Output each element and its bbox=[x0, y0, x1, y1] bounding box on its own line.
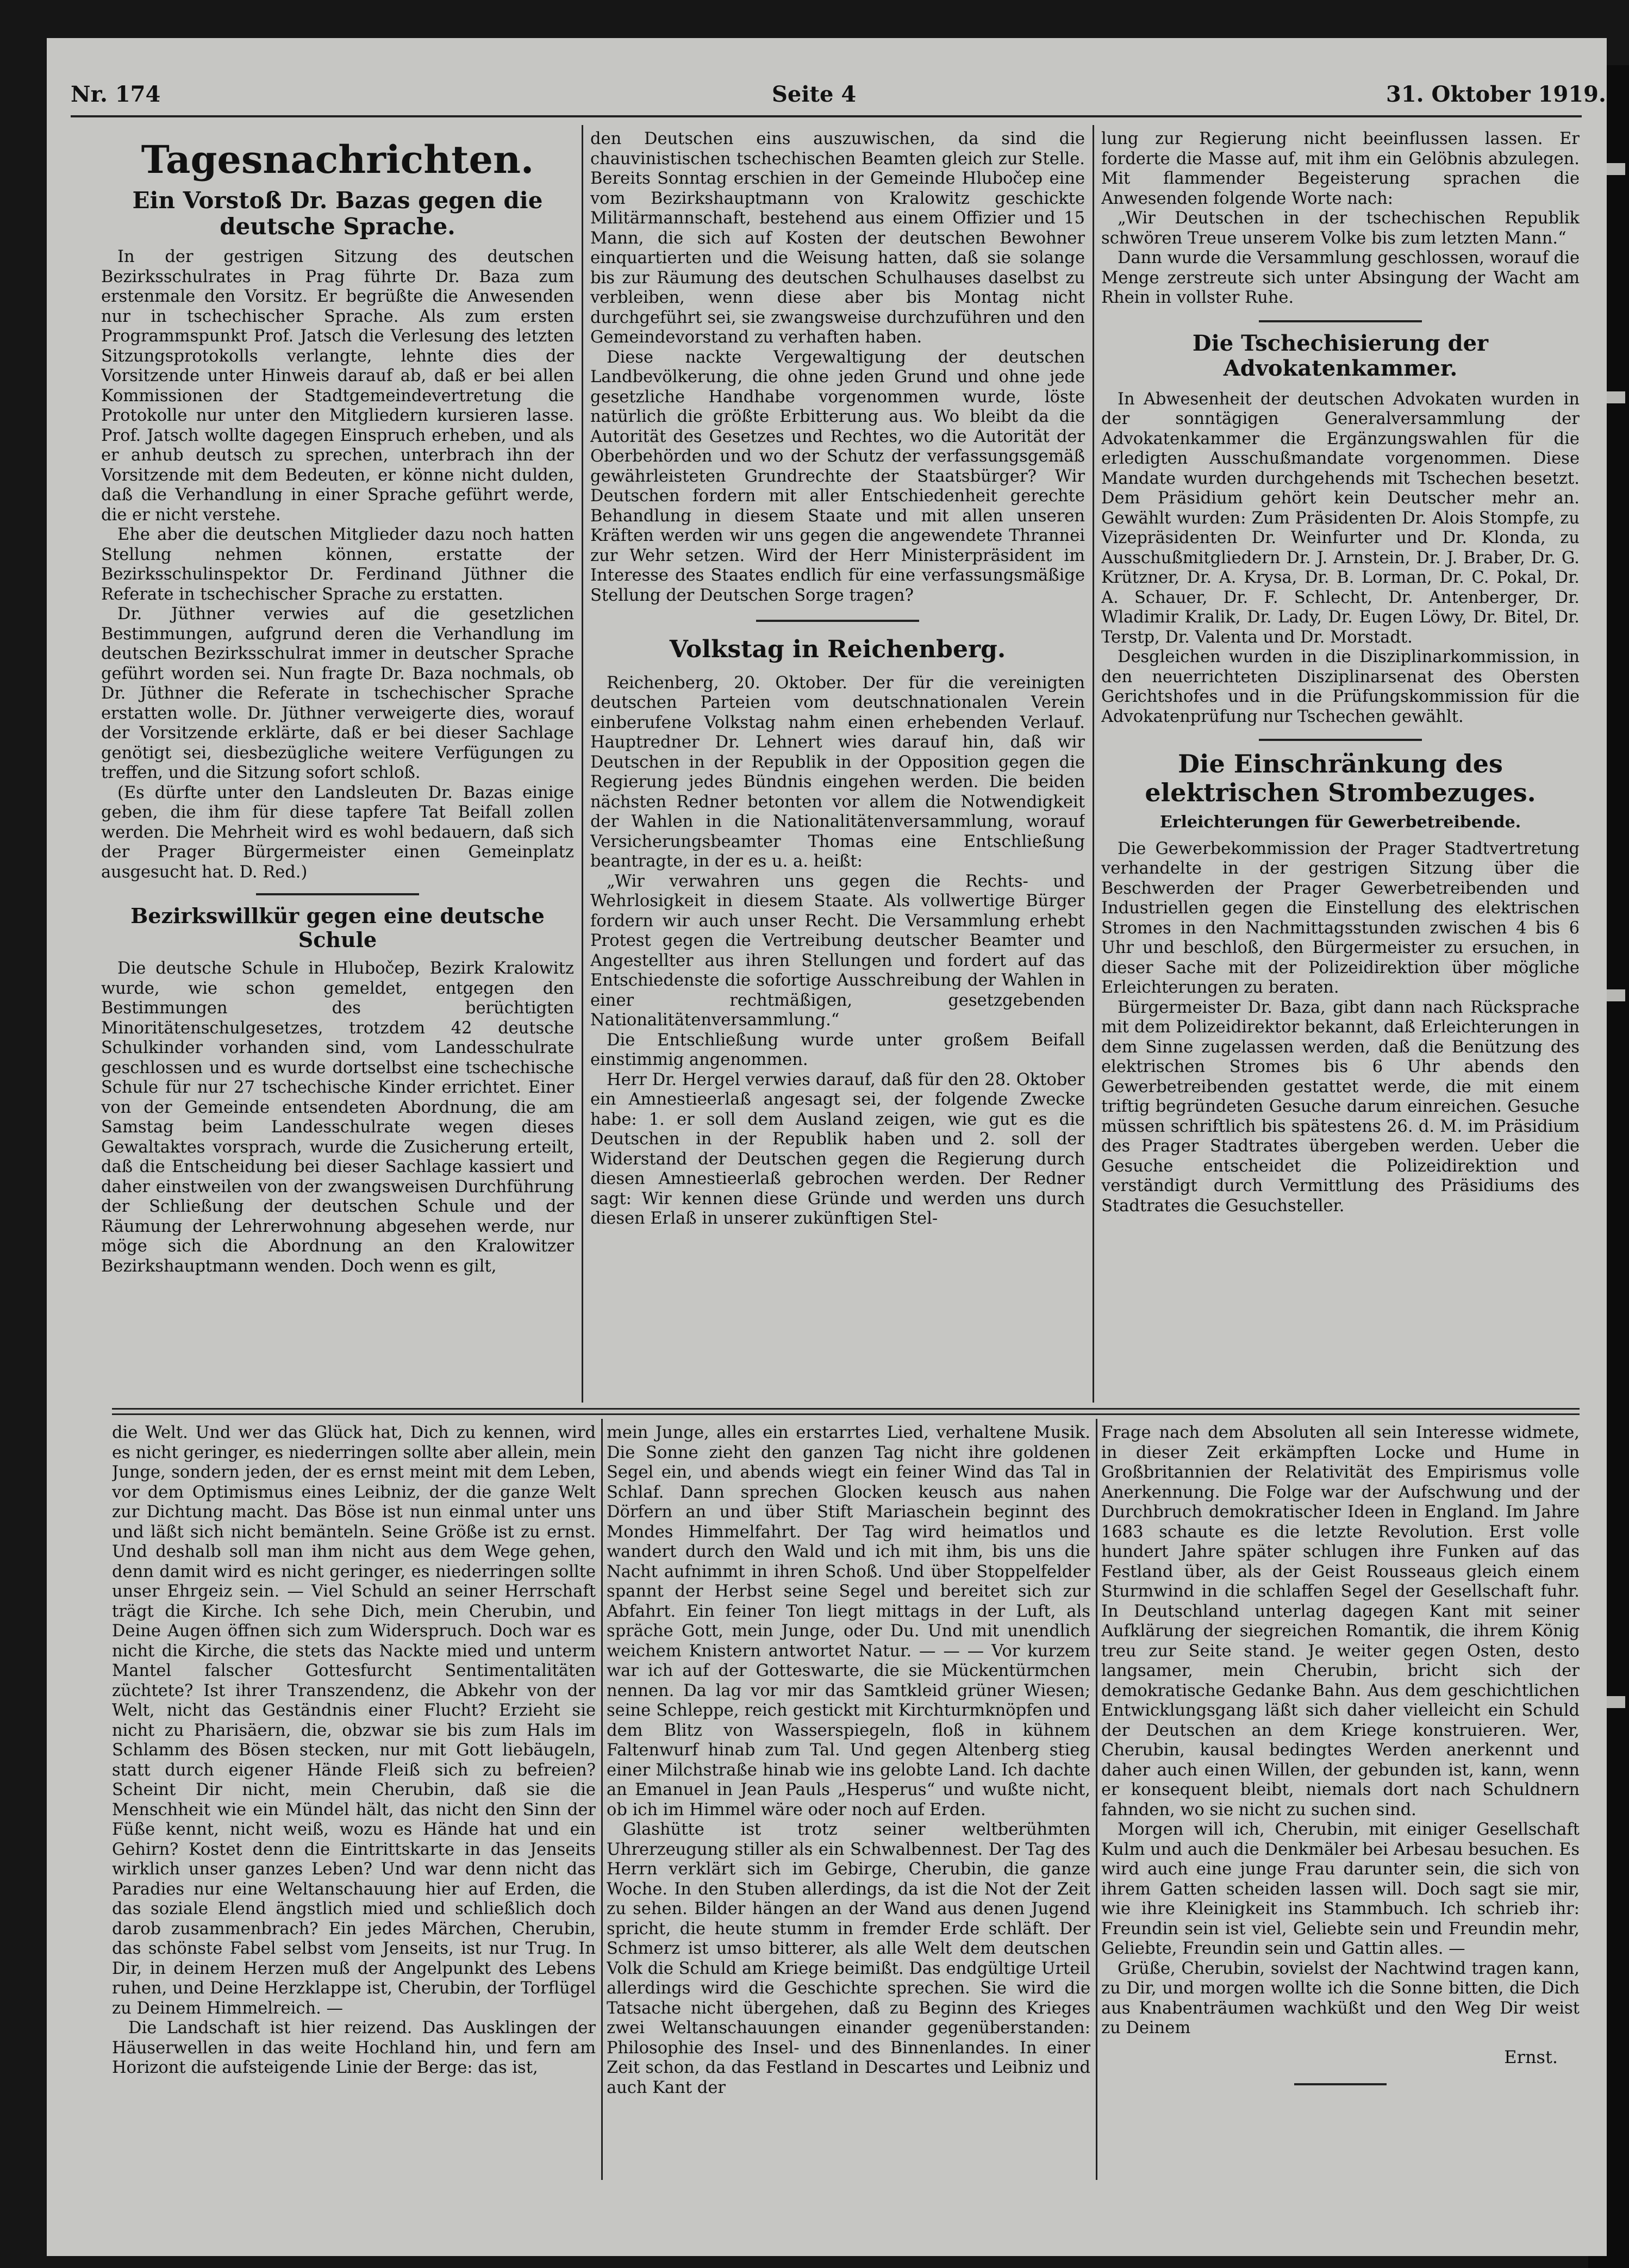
article-paragraph: „Wir verwahren uns gegen die Rechts- und Wehrlosigkeit in diesem Staate. Als vollwertige Bürger fordern wir auch unser Recht. Die Versammlung erhebt Protest gegen die Vertreibung deutscher Beamter und Angestellter aus ihren Stellungen und fordert auf das Entschiedenste die sofortige Ausschreibung der Wahlen in einer rechtmäßigen, gesetzgebenden Nationalitätenversammlung.“ bbox=[590, 871, 1085, 1030]
feuilleton-paragraph: Frage nach dem Absoluten all sein Interesse widmete, in dieser Zeit erkämpften Locke und Hume in Großbritannien der Relativität des Empirismus volle Anerkennung. Die Folge war der Aufschwung und der Durchbruch demokratischer Ideen in England. Im Jahre 1683 schaute es die letzte Revolution. Erst volle hundert Jahre später schlugen ihre Funken auf das Festland über, als der Geist Rousseaus gleich einem Sturmwind in die schlaffen Segel der Gesellschaft fuhr. In Deutschland unterlag dagegen Kant mit seiner Aufklärung der siegreichen Romantik, die ihrem König treu zur Seite stand. Je weiter gegen Osten, desto langsamer, mein Cherubin, bricht sich der demokratische Gedanke Bahn. Aus dem geschichtlichen Entwicklungsgang läßt sich daher vielleicht ein Schuld der Deutschen an dem Kriege konstruieren. Wer, Cherubin, kausal bedingtes Werden anerkennt und daher auch einen Willen, der gebunden ist, kann, wenn er konsequent bleibt, niemals dort nach Schuldnern fahnden, wo sie nicht zu suchen sind. bbox=[1101, 1423, 1580, 1820]
masthead-rule bbox=[71, 115, 1582, 117]
newspaper-page bbox=[47, 38, 1607, 2256]
column-divider bbox=[601, 1419, 603, 2180]
article-subtitle: Erleichterungen für Gewerbetreibende. bbox=[1159, 812, 1521, 832]
continued-paragraph: den Deutschen eins auszuwischen, da sind die chauvinistischen tschechischen Beamten gleich zur Stelle. Bereits Sonntag erschien in der Gemeinde Hlubočep eine vom Bezirkshauptmann von Kralowitz geschickte Militärmannschaft, bestehend aus einem Offizier und 15 Mann, die sich auf Kosten der deutschen Bewohner einquartierten und die Weisung hatten, daß sie solange bis zur Räumung des deutschen Schulhauses daselbst zu verbleiben, wenn diese aber bis Montag nicht durchgeführt sei, sie zwangsweise durchzuführen und den Gemeindevorstand zu verhaften haben. bbox=[590, 129, 1085, 347]
column-divider bbox=[1093, 125, 1094, 1403]
article-paragraph: Die deutsche Schule in Hlubočep, Bezirk Kralowitz wurde, wie schon gemeldet, entgegen den Bestimmungen des berüchtigten Minoritätenschulgesetzes, trotzdem 42 deutsche Schulkinder vorhanden sind, vom Landesschulrate geschlossen und es wurde dortselbst eine tschechische Schule für nur 27 tschechische Kinder errichtet. Einer von der Gemeinde entsendeten Abordnung, die am Samstag beim Landesschulrate wegen dieses Gewaltaktes vorsprach, wurde die Zusicherung erteilt, daß die Entscheidung bei dieser Sachlage kassiert und daher einstweilen von der zwangsweisen Durchführung der Schließung der deutschen Schule und der Räumung der Lehrerwohnung abgesehen werde, nur möge sich die Abordnung an den Kralowitzer Bezirkshauptmann wenden. Doch wenn es gilt, bbox=[101, 959, 574, 1276]
issue-number: Nr. 174 bbox=[71, 82, 161, 107]
feuilleton-paragraph: Die Landschaft ist hier reizend. Das Ausklingen der Häuserwellen in das weite Hochland hin, und fern am Horizont die aufsteigende Linie der Berge: das ist, bbox=[112, 2018, 596, 2077]
article-title: Ein Vorstoß Dr. Bazas gegen die deutsche Sprache. bbox=[132, 186, 543, 240]
article-separator bbox=[1259, 739, 1422, 741]
article-paragraph: Desgleichen wurden in die Disziplinarkommission, in den neuerrichteten Disziplinarsenat des Obersten Gerichtshofes und in die Prüfungskommission für die Advokatenprüfung nur Tschechen gewählt. bbox=[1101, 647, 1580, 726]
continued-paragraph: „Wir Deutschen in der tschechischen Republik schwören Treue unserem Volke bis zum letzten Mann.“ bbox=[1101, 209, 1580, 248]
feuilleton-paragraph: mein Junge, alles ein erstarrtes Lied, verhaltene Musik. Die Sonne zieht den ganzen Tag nicht ihre goldenen Segel ein, und abends wiegt ein feiner Wind das Tal in Schlaf. Dann sprechen Glocken keusch aus nahen Dörfern an und über Stift Mariaschein beginnt des Mondes Himmelfahrt. Der Tag wird heimatlos und wandert durch den Wald und ich mit ihm, bis uns die Nacht aufnimmt in ihren Schoß. Und über Stoppelfelder spannt der Herbst seine Segel und bereitet sich zur Abfahrt. Ein feiner Ton liegt mittags in der Luft, als spräche Gott, mein Junge, oder Du. Und mit unendlich weichem Knistern antwortet Natur. — — — Vor kurzem war ich auf der Gotteswarte, die sie Mückentürmchen nennen. Da lag vor mir das Samtkleid grüner Wiesen; seine Schleppe, reich gestickt mit Kirchturmknöpfen und dem Blitz von Wasserspiegeln, floß in kühnem Faltenwurf hinab zum Tal. Und gegen Altenberg stieg einer Milchstraße hinab wie ins gelobte Land. Ich dachte an Emanuel in Jean Pauls „Hesperus“ und wußte nicht, ob ich im Himmel wäre oder noch auf Erden. bbox=[607, 1423, 1090, 1820]
section-title: Tagesnachrichten. bbox=[141, 137, 534, 182]
article-paragraph: Ehe aber die deutschen Mitglieder dazu noch hatten Stellung nehmen können, erstatte der Bezirksschulinspektor Dr. Ferdinand Jüthner die Referate in tschechischer Sprache zu erstatten. bbox=[101, 525, 574, 604]
feuilleton-rule bbox=[112, 1408, 1580, 1410]
article-paragraph: In Abwesenheit der deutschen Advokaten wurden in der sonntägigen Generalversammlung der Advokatenkammer die Ergänzungswahlen für die erledigten Ausschußmandate vorgenommen. Diese Mandate wurden durchgehends mit Tschechen besetzt. Dem Präsidium gehört kein Deutscher mehr an. Gewählt wurden: Zum Präsidenten Dr. Alois Stompfe, zu Vizepräsidenten Dr. Weinfurter und Dr. Klonda, zu Ausschußmitgliedern Dr. J. Arnstein, Dr. J. Braber, Dr. G. Krützner, Dr. A. Krysa, Dr. B. Lorman, Dr. C. Pokal, Dr. A. Schauer, Dr. F. Schlecht, Dr. Antenberger, Dr. Wladimir Kralik, Dr. Lady, Dr. Eugen Löwy, Dr. Bitel, Dr. Terstp, Dr. Valenta und Dr. Morstadt. bbox=[1101, 389, 1580, 647]
article-separator bbox=[1259, 320, 1422, 322]
issue-date: 31. Oktober 1919. bbox=[1386, 82, 1606, 107]
author-signature: Ernst. bbox=[1504, 2046, 1558, 2067]
feuilleton-paragraph: Glashütte ist trotz seiner weltberühmten Uhrerzeugung stiller als ein Schwalbennest. Der Tag des Herrn verklärt sich im Gebirge, Cherubin, die ganze Woche. In den Stuben allerdings, da ist die Not der Zeit zu sehen. Bilder hängen an der Wand aus denen Jugend spricht, die heute stumm in fremder Erde schläft. Der Schmerz ist umso bitterer, als alle Welt dem deutschen Volk die Schuld am Kriege beimißt. Das endgültige Urteil allerdings wird die Geschichte sprechen. Sie wird die Tatsache nicht übergehen, daß zu Beginn des Krieges zwei Weltanschauungen einander gegenüberstanden: Philosophie des Insel- und des Binnenlandes. In einer Zeit schon, da das Festland in Descartes und Leibniz und auch Kant der bbox=[607, 1820, 1090, 2097]
article-paragraph: Bürgermeister Dr. Baza, gibt dann nach Rücksprache mit dem Polizeidirektor bekannt, daß Erleichterungen in dem Sinne zugelassen werden, daß die Benützung des elektrischen Stromes bis 6 Uhr abends den Gewerbetreibenden gestattet werde, die mit einem triftig begründeten Gesuche darum einreichen. Gesuche müssen schriftlich bis spätestens 26. d. M. im Präsidium des Prager Stadtrates übergeben werden. Ueber die Gesuche entscheidet die Polizeidirektion und verständigt durch Vermittlung des Präsidiums des Stadtrates die Gesuchsteller. bbox=[1101, 998, 1580, 1216]
article-title: Bezirkswillkür gegen eine deutsche Schule bbox=[130, 904, 545, 952]
feuilleton-column-3 bbox=[1101, 1423, 1580, 2179]
feuilleton-paragraph: Morgen will ich, Cherubin, mit einiger Gesellschaft Kulm und auch die Denkmäler bei Arbesau besuchen. Es wird auch eine junge Frau darunter sein, die sich von ihrem Gatten scheiden lassen will. Doch sagt sie mir, wie ihre Kleinigkeit ins Stammbuch. Ich schrieb ihr: Freundin sein ist viel, Geliebte sein und Freundin mehr, Geliebte, Freundin sein und Gattin alles. — bbox=[1101, 1820, 1580, 1958]
page-number: Seite 4 bbox=[772, 82, 857, 107]
column-divider bbox=[582, 125, 583, 1403]
feuilleton-paragraph: Grüße, Cherubin, sovielst der Nachtwind tragen kann, zu Dir, und morgen wollte ich die Sonne bitten, die Dich aus Knabenträumen wachküßt und den Weg Dir weist zu Deinem bbox=[1101, 1959, 1580, 2038]
feuilleton-rule bbox=[112, 1413, 1580, 1415]
article-paragraph: In der gestrigen Sitzung des deutschen Bezirksschulrates in Prag führte Dr. Baza zum erstenmale den Vorsitz. Er begrüßte die Anwesenden nur in tschechischer Sprache. Als zum ersten Programmspunkt Prof. Jatsch die Verlesung des letzten Sitzungsprotokolls verlangte, lehnte dies der Vorsitzende unter Hinweis darauf ab, daß er bei allen Kommissionen der Stadtgemeindevertretung die Protokolle nur unter den Mitgliedern kursieren lasse. Prof. Jatsch wollte dagegen Einspruch erheben, und als er anhub deutsch zu sprechen, unterbrach ihn der Vorsitzende mit dem Bedeuten, er könne nicht dulden, daß die Verhandlung in einer Sprache geführt werde, die er nicht verstehe. bbox=[101, 247, 574, 525]
column-divider bbox=[1096, 1419, 1097, 2180]
feuilleton-column-1 bbox=[112, 1423, 596, 2179]
continued-paragraph: Dann wurde die Versammlung geschlossen, worauf die Menge zerstreute sich unter Absingung der Wacht am Rhein in vollster Ruhe. bbox=[1101, 248, 1580, 307]
feuilleton-paragraph: die Welt. Und wer das Glück hat, Dich zu kennen, wird es nicht geringer, es niederringen sollte aber allein, mein Junge, sondern jeden, der es ernst meint mit dem Leben, vor dem Optimismus eines Leibniz, der die ganze Welt zur Dichtung macht. Das Böse ist nun einmal unter uns und läßt sich nicht bemänteln. Seine Größe ist zu ernst. Und deshalb soll man ihm nicht aus dem Wege gehen, denn damit wird es nicht geringer, es niederringen sollte unser Ehrgeiz sein. — Viel Schuld an seiner Herrschaft trägt die Kirche. Ich sehe Dich, mein Cherubin, und Deine Augen öffnen sich zum Widerspruch. Doch war es nicht die Kirche, die stets das Nackte mied und unterm Mantel falscher Gottesfurcht Sentimentalitäten züchtete? Ist ihrer Transzendenz, die Abkehr von der Welt, nicht das Geständnis einer Flucht? Erzieht sie nicht zu Pharisäern, die, obzwar sie bis zum Hals im Schlamm des Bösen stecken, nur mit Gott liebäugeln, statt durch eigener Hände Fleiß sich zu befreien? Scheint Dir nicht, mein Cherubin, daß sie die Menschheit wie ein Mündel hält, das nicht den Sinn der Füße kennt, nicht weiß, wozu es Hände hat und ein Gehirn? Kostet denn die Eintrittskarte in das Jenseits wirklich unser ganzes Leben? Und war denn nicht das Paradies nur eine Weltanschauung hier auf Erden, die das soziale Elend ängstlich mied und schließlich doch darob zusammenbrach? Ein jedes Märchen, Cherubin, das schönste Fabel selbst vom Jenseits, ist nur Trug. In Dir, in deinem Herzen muß der Angelpunkt des Lebens ruhen, und Deine Herzklappe ist, Cherubin, der Torflügel zu Deinem Himmelreich. — bbox=[112, 1423, 596, 2018]
article-paragraph: (Es dürfte unter den Landsleuten Dr. Bazas einige geben, die ihm für diese tapfere Tat Beifall zollen werden. Die Mehrheit wird es wohl bedauern, daß sich der Prager Bürgermeister einen Gemeinplatz ausgesucht hat. D. Red.) bbox=[101, 783, 574, 882]
article-paragraph: Herr Dr. Hergel verwies darauf, daß für den 28. Oktober ein Amnestieerlaß angesagt sei, der folgende Zwecke habe: 1. er soll dem Ausland zeigen, wie gut es die Deutschen in der Republik haben und 2. soll der Widerstand der Deutschen gegen die Regierung durch diesen Amnestieerlaß gebrochen werden. Der Redner sagt: Wir kennen diese Gründe und werden uns durch diesen Erlaß in unserer zukünftigen Stel- bbox=[590, 1070, 1085, 1229]
feuilleton-column-2 bbox=[607, 1423, 1090, 2179]
article-paragraph: Die Gewerbekommission der Prager Stadtvertretung verhandelte in der gestrigen Sitzung über die Beschwerden der Prager Gewerbetreibenden und Industriellen gegen die Einstellung des elektrischen Stromes in den Nachmittagsstunden zwischen 4 bis 6 Uhr und beschloß, den Bürgermeister zu ersuchen, in dieser Sache mit der Polizeidirektion über mögliche Erleichterungen zu beraten. bbox=[1101, 839, 1580, 998]
article-paragraph: Die Entschließung wurde unter großem Beifall einstimmig angenommen. bbox=[590, 1030, 1085, 1070]
article-title: Die Tschechisierung der Advokatenkammer. bbox=[1192, 330, 1489, 381]
article-paragraph: Reichenberg, 20. Oktober. Der für die vereinigten deutschen Parteien vom deutschnationalen Verein einberufene Volkstag nahm einen erhebenden Verlauf. Hauptredner Dr. Lehnert wies darauf hin, daß wir Deutschen in der Republik in der Opposition gegen die Regierung jedes Bündnis eingehen werden. Die beiden nächsten Redner betonten vor allem die Notwendigkeit der Wahlen in die Nationalitätenversammlung, worauf Versicherungsbeamter Thomas eine Entschließung beantragte, in der es u. a. heißt: bbox=[590, 673, 1085, 871]
closing-rule bbox=[1294, 2083, 1387, 2085]
article-separator bbox=[256, 893, 419, 895]
article-title: Volkstag in Reichenberg. bbox=[669, 635, 1006, 663]
column-1 bbox=[101, 135, 574, 1407]
article-paragraph: Dr. Jüthner verwies auf die gesetzlichen Bestimmungen, aufgrund deren die Verhandlung im deutschen Bezirksschulrat immer in deutscher Sprache geführt worden sei. Nun fragte Dr. Baza nochmals, ob Dr. Jüthner die Referate in tschechischer Sprache erstatten wolle. Dr. Jüthner verweigerte dies, worauf der Vorsitzende erklärte, daß er bei dieser Sachlage genötigt sei, diesbezügliche weitere Verfügungen zu treffen, und die Sitzung sofort schloß. bbox=[101, 605, 574, 783]
article-title: Die Einschränkung des elektrischen Strombezuges. bbox=[1145, 749, 1536, 807]
continued-paragraph: lung zur Regierung nicht beeinflussen lassen. Er forderte die Masse auf, mit ihm ein Gelöbnis abzulegen. Mit flammender Begeisterung sprachen die Anwesenden folgende Worte nach: bbox=[1101, 129, 1580, 208]
article-separator bbox=[756, 620, 919, 622]
masthead bbox=[71, 82, 1606, 114]
column-3 bbox=[1101, 129, 1580, 1407]
column-2 bbox=[590, 129, 1085, 1407]
continued-paragraph: Diese nackte Vergewaltigung der deutschen Landbevölkerung, die ohne jeden Grund und ohne jede gesetzliche Handhabe vorgenommen wurde, löste natürlich die größte Erbitterung aus. Wo bleibt da die Autorität des Gesetzes und Rechtes, wo die Autorität der Oberbehörden und wo der Schutz der verfassungsgemäß gewährleisteten Grundrechte der Staatsbürger? Wir Deutschen fordern mit aller Entschiedenheit gerechte Behandlung in diesem Staate und mit allen unseren Kräften werden wir uns gegen die angewendete Thrannei zur Wehr setzen. Wird der Herr Ministerpräsident im Interesse des Staates endlich für eine verfassungsmäßige Stellung der Deutschen Sorge tragen? bbox=[590, 347, 1085, 605]
